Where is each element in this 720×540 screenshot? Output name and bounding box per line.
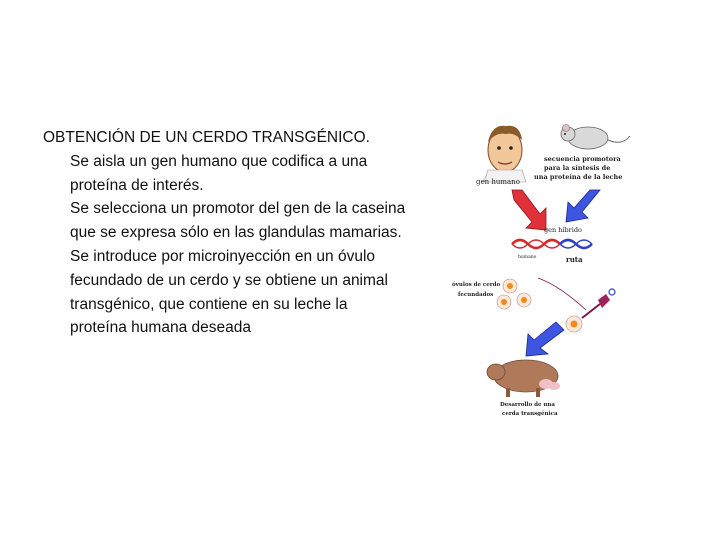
red-arrow-icon (512, 190, 546, 230)
micropipette-icon (538, 278, 615, 318)
slide-title: OBTENCIÓN DE UN CERDO TRANSGÉNICO. (43, 129, 370, 146)
text-line: Se introduce por microinyección en un óvulo (70, 247, 376, 265)
text-line: transgénico, que contiene en su leche la (70, 295, 348, 313)
blue-arrow-icon (566, 190, 600, 222)
blue-arrow-down-icon (526, 322, 564, 356)
label-gen-hibrido: gen híbrido (544, 226, 582, 234)
text-line: proteína de interés. (70, 176, 204, 194)
label-ruta: ruta (566, 255, 583, 264)
label-secuencia-1: secuencia promotora (544, 155, 621, 163)
label-secuencia-2: para la síntesis de (544, 164, 611, 172)
pig-icon (487, 360, 560, 397)
label-gen-humano: gen humano (476, 178, 520, 186)
text-line: proteína humana deseada (70, 319, 251, 337)
human-face-icon (484, 126, 526, 182)
text-line: Se aisla un gen humano que codifica a una (70, 152, 368, 170)
mouse-icon (561, 125, 630, 150)
fertilized-eggs-icon (497, 279, 582, 332)
text-line: Se selecciona un promotor del gen de la caseina (70, 200, 406, 218)
text-block (43, 126, 443, 340)
dna-helix-icon (512, 240, 592, 248)
text-line: que se expresa sólo en las glandulas mamarias. (70, 224, 402, 242)
label-ovulos-2: fecundados (458, 292, 494, 298)
label-secuencia-3: una proteína de la leche (534, 173, 623, 181)
text-line: fecundado de un cerdo y se obtiene un animal (70, 271, 388, 289)
label-ovulos-1: óvulos de cerdo (452, 282, 501, 288)
label-desarrollo-1: Desarrollo de una (500, 402, 555, 408)
label-desarrollo-2: cerda transgénica (502, 411, 558, 417)
diagram-svg (440, 110, 658, 428)
label-gen-small: humano (518, 255, 537, 260)
transgenic-pig-diagram (440, 110, 658, 428)
